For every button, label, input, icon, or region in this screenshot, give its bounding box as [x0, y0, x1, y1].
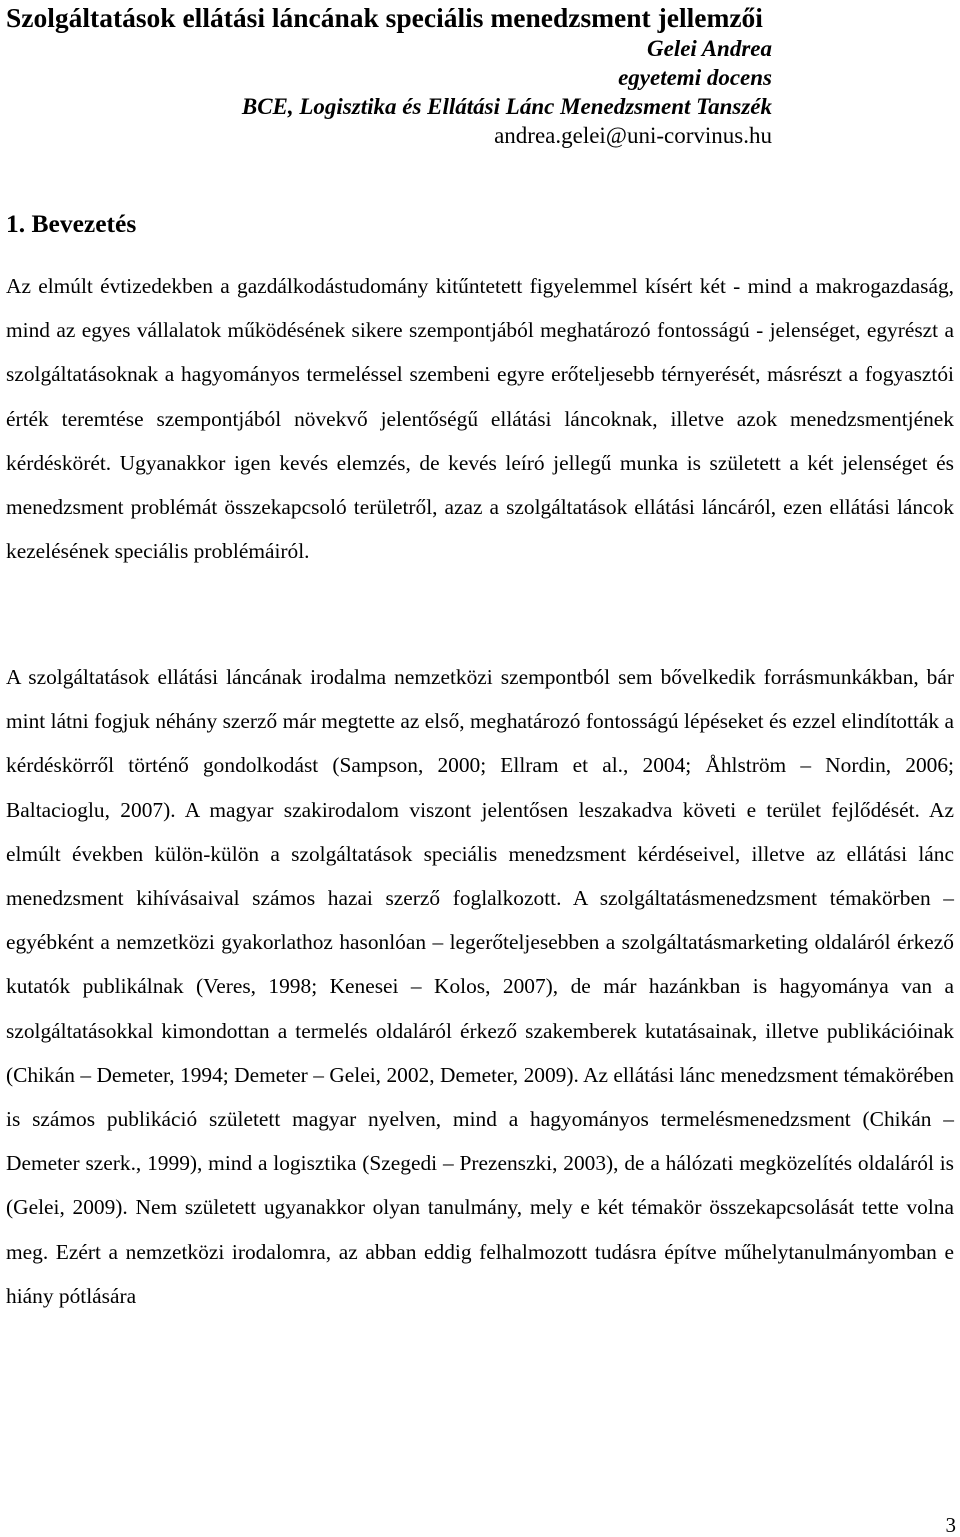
section-heading: 1. Bevezetés	[6, 209, 137, 238]
body-paragraph: Az elmúlt évtizedekben a gazdálkodástudomány kitűntetett figyelemmel kísért két - mind a makrogazdaság, mind az egyes vállalatok működésének sikere szempontjából meghatározó fontosságú - jelenséget, egyrészt a szolgáltatásoknak a hagyományos termeléssel szembeni egyre erőteljesebb térnyerését, másrészt a fogyasztói érték teremtése szempontjából növekvő jelentőségű ellátási láncoknak, illetve azok menedzsmentjének kérdéskörét. Ugyanakkor igen kevés elemzés, de kevés leíró jellegű munka is született a két jelenséget és menedzsment problémát összekapcsoló területről, azaz a szolgáltatások ellátási láncáról, ezen ellátási láncok kezelésének speciális problémáiról.	[6, 274, 954, 564]
author-position: egyetemi docens	[618, 65, 772, 90]
author-affiliation: BCE, Logisztika és Ellátási Lánc Menedzsment Tanszék	[241, 94, 772, 119]
author-email: andrea.gelei@uni-corvinus.hu	[494, 123, 772, 148]
body-paragraph: A szolgáltatások ellátási láncának irodalma nemzetközi szempontból sem bővelkedik forrásmunkákban, bár mint látni fogjuk néhány szerző már megtette az első, meghatározó fontosságú lépéseket és ezzel elindították a kérdéskörről történő gondolkodást (Sampson, 2000; Ellram et al., 2004; Åhlström – Nordin, 2006; Baltacioglu, 2007). A magyar szakirodalom viszont jelentősen leszakadva követi e terület fejlődését. Az elmúlt években külön-külön a szolgáltatások speciális menedzsment kérdéseivel, illetve az ellátási lánc menedzsment kihívásaival számos hazai szerző foglalkozott. A szolgáltatásmenedzsment témakörben – egyébként a nemzetközi gyakorlathoz hasonlóan – legerőteljesebben a szolgáltatásmarketing oldaláról érkező kutatók publikálnak (Veres, 1998; Kenesei – Kolos, 2007), de már hazánkban is hagyománya van a szolgáltatásokkal kimondottan a termelés oldaláról érkező szakemberek kutatásainak, illetve publikációinak (Chikán – Demeter, 1994; Demeter – Gelei, 2002, Demeter, 2009). Az ellátási lánc menedzsment témakörében is számos publikáció született magyar nyelven, mind a hagyományos termelésmenedzsment (Chikán – Demeter szerk., 1999), mind a logisztika (Szegedi – Prezenszki, 2003), de a hálózati megközelítés oldaláról is (Gelei, 2009). Nem született ugyanakkor olyan tanulmány, mely e két témakör összekapcsolását tette volna meg. Ezért a nemzetközi irodalomra, az abban eddig felhalmozott tudásra építve műhelytanulmányomban e hiány pótlására	[6, 665, 954, 1308]
author-block	[242, 34, 772, 150]
page-number: 3	[945, 1513, 956, 1537]
author-name: Gelei Andrea	[647, 36, 772, 61]
paper-title: Szolgáltatások ellátási láncának speciális menedzsment jellemzői	[6, 2, 763, 33]
